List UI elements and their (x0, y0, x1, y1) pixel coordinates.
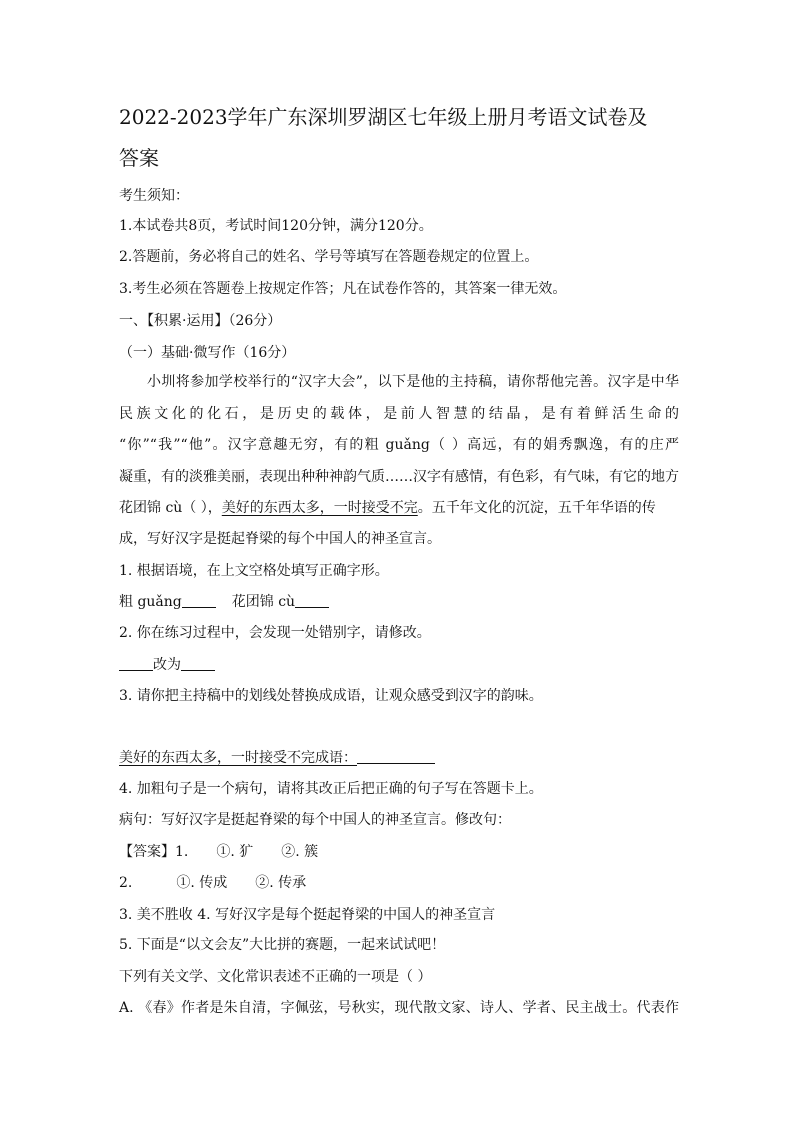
question-2-answer-line (119, 655, 679, 675)
subsection-heading: （一）基础·微写作（16分） (119, 345, 296, 361)
question-5-option-a: A. 《春》作者是朱自清，字佩弦，号秋实，现代散文家、诗人、学者、民主战士。代表作 (119, 1000, 679, 1016)
q2-blank-correct[interactable] (181, 656, 215, 671)
question-1-answer-line (119, 592, 679, 612)
q1-label-b: 花团锦 cù (231, 594, 296, 610)
answer-2-number: 2. (119, 875, 133, 891)
question-1: 1. 根据语境，在上文空格处填写正确字形。 (119, 563, 389, 579)
passage-line-2: 民族文化的化石，是历史的载体，是前人智慧的结晶，是有着鲜活生命的 (119, 406, 679, 422)
document-title-line-2: 答案 (119, 146, 159, 170)
passage-line-6: 成，写好汉字是挺起脊梁的每个中国人的神圣宣言。 (119, 531, 441, 547)
q3-underlined-phrase: 美好的东西太多，一时接受不完 (119, 750, 315, 766)
section-heading: 一、【积累·运用】（26分） (119, 313, 282, 329)
passage-line-5 (119, 498, 679, 518)
q2-blank-wrong[interactable] (119, 656, 153, 671)
passage-line-3: “你”“我”“他”。汉字意趣无穷，有的粗 guǎng（ ）高远，有的娟秀飘逸，有的庄严 (119, 437, 679, 453)
notice-item-3: 3.考生必须在答题卷上按规定作答；凡在试卷作答的，其答案一律无效。 (119, 281, 567, 297)
question-2: 2. 你在练习过程中，会发现一处错别字，请修改。 (119, 625, 431, 641)
answer-label: 【答案】1. (119, 844, 189, 860)
passage-line-1: 小圳将参加学校举行的“汉字大会”，以下是他的主持稿，请你帮他完善。汉字是中华 (147, 374, 679, 390)
q1-blank-b[interactable] (295, 593, 329, 608)
question-4: 4. 加粗句子是一个病句，请将其改正后把正确的句子写在答题卡上。 (119, 781, 543, 797)
q2-change-label: 改为 (153, 657, 181, 673)
question-5: 5. 下面是“以文会友”大比拼的赛题，一起来试试吧！ (119, 937, 446, 953)
notice-item-2: 2.答题前，务必将自己的姓名、学号等填写在答题卷规定的位置上。 (119, 249, 539, 265)
answer-1-1: ①. 犷 (216, 844, 254, 860)
question-3-answer-line (119, 748, 679, 768)
answer-line-3: 3. 美不胜收 4. 写好汉字是每个挺起脊梁的中国人的神圣宣言 (119, 907, 496, 923)
answer-2-2: ②. 传承 (255, 875, 307, 891)
passage-line-5-start: 花团锦 cù（ ）， (119, 500, 222, 516)
notice-item-1: 1.本试卷共8页，考试时间120分钟，满分120分。 (119, 218, 433, 234)
q3-suffix: 成语： (315, 750, 357, 766)
question-3: 3. 请你把主持稿中的划线处替换成成语，让观众感受到汉字的韵味。 (119, 688, 543, 704)
question-4-sick-sentence: 病句：写好汉字是挺起脊梁的每个中国人的神圣宣言。修改句： (119, 812, 511, 828)
q1-blank-a[interactable] (182, 593, 216, 608)
notice-header: 考生须知： (119, 188, 189, 204)
q3-blank[interactable] (357, 749, 435, 764)
answer-line-2 (119, 873, 679, 893)
answer-2-1: ①. 传成 (176, 875, 228, 891)
q1-label-a: 粗 guǎng (119, 594, 182, 610)
underlined-sentence: 美好的东西太多，一时接受不完 (221, 500, 418, 516)
document-title-line-1: 2022-2023学年广东深圳罗湖区七年级上册月考语文试卷及 (119, 105, 648, 129)
question-5-stem: 下列有关文学、文化常识表述不正确的一项是（ ） (119, 969, 432, 985)
passage-line-4: 凝重，有的淡雅美丽，表现出种种神韵气质……汉字有感情，有色彩，有气味，有它的地方 (119, 469, 679, 485)
answer-line-1 (119, 842, 679, 862)
answer-1-2: ②. 簇 (281, 844, 319, 860)
passage-line-5-end: 。五千年文化的沉淀，五千年华语的传 (417, 500, 656, 516)
